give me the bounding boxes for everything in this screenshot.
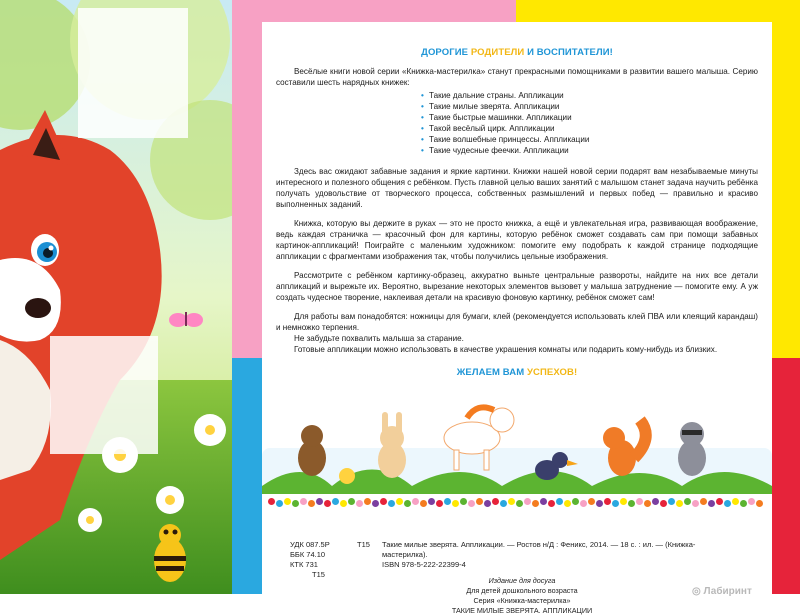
decorative-ball <box>612 500 619 507</box>
biblio-code: Т15 <box>357 540 370 549</box>
decorative-ball <box>444 498 451 505</box>
text-panel <box>262 22 772 615</box>
bbk-label: ББК 74.10 <box>290 550 326 559</box>
decorative-ball <box>484 500 491 507</box>
decorative-ball <box>308 500 315 507</box>
book-list-item: • Такой весёлый цирк. Аппликации <box>421 123 758 134</box>
decorative-ball <box>500 500 507 507</box>
intro-paragraph: Весёлые книги новой серии «Книжка-мастерилка» станут прекрасными помощниками в развитии вашего малыша. Серию составили шесть нарядных книжек: <box>276 67 758 87</box>
heading-part3: И ВОСПИТАТЕЛИ! <box>527 47 613 58</box>
paragraph: Здесь вас ожидают забавные задания и яркие картинки. Книжки нашей новой серии подарят вам незабываемые минуты интересного и полезного общения с ребёнком. Пусть главной целью ваших занятий с малышом станет задача научить ребёнка получать удовольствие от творческого процесса, собственных размышлений и первых побед — правильно и красиво выполненных заданий. <box>276 167 758 209</box>
decorative-ball <box>436 500 443 507</box>
decorative-ball <box>708 500 715 507</box>
text-page <box>232 0 800 615</box>
decorative-ball <box>332 498 339 505</box>
paragraph: Рассмотрите с ребёнком картинку-образец, аккуратно выньте центральные развороты, найдите на них все детали аппликаций и вырежьте их. Вероятно, вырезание некоторых элементов вызовет у малыша затруднение — помогите ему. А уж создать чудесное творение, наклеивая детали на красивую фоновую картинку, ребёнок сможет сам! <box>276 271 758 302</box>
paragraph: Не забудьте похвалить малыша за старание. <box>294 334 464 343</box>
decorative-ball <box>660 500 667 507</box>
credit-line: Издание для досуга <box>488 576 556 585</box>
animal-parade-illustration <box>262 398 772 508</box>
decorative-ball <box>388 500 395 507</box>
paragraph: Для работы вам понадобятся: ножницы для бумаги, клей (рекомендуется использовать клей ПВА или клеящий карандаш) и немножко терпения. <box>276 312 758 332</box>
paragraph: Готовые аппликации можно использовать в качестве украшения комнаты или подарить кому-нибудь из близких. <box>294 345 718 354</box>
credit-line: Серия «Книжка-мастерилка» <box>473 596 571 605</box>
isbn: ISBN 978-5-222-22399-4 <box>382 560 466 569</box>
decorative-ball <box>748 498 755 505</box>
decorative-ball <box>716 498 723 505</box>
decorative-ball <box>740 500 747 507</box>
decorative-ball <box>572 498 579 505</box>
decorative-ball <box>564 500 571 507</box>
decorative-ball <box>460 498 467 505</box>
decorative-ball <box>636 498 643 505</box>
chick-icon <box>339 468 355 484</box>
decorative-ball <box>276 500 283 507</box>
intro-body <box>262 66 772 355</box>
decorative-ball <box>292 500 299 507</box>
decorative-ball <box>532 500 539 507</box>
decorative-ball <box>692 500 699 507</box>
decorative-ball <box>340 500 347 507</box>
decorative-ball <box>652 498 659 505</box>
decorative-ball <box>420 500 427 507</box>
decorative-ball <box>396 498 403 505</box>
decorative-ball <box>588 498 595 505</box>
bunny-icon <box>378 412 406 478</box>
decorative-ball <box>452 500 459 507</box>
credit-line: ТАКИЕ МИЛЫЕ ЗВЕРЯТА. АППЛИКАЦИИ <box>451 606 593 615</box>
decorative-ball <box>524 498 531 505</box>
paragraph: Книжка, которую вы держите в руках — это не просто книжка, а ещё и увлекательная игра, развивающая воображение, ведь каждая страничка — красочный фон для картины, которую ребёнок сможет создавать сам при помощи забавных картинок-аппликаций! Поиграйте с маленьким художником: помогите ему подобрать к каждой странице подходящие аппликации с фрагментами изображения так, чтобы получились цельные изображения. <box>276 219 758 261</box>
watermark-text: Лабиринт <box>703 586 752 597</box>
decorative-ball <box>732 498 739 505</box>
bibliographic-info <box>290 540 330 580</box>
book-list-item: • Такие милые зверята. Аппликации <box>421 101 758 112</box>
decorative-ball <box>268 498 275 505</box>
raccoon-icon <box>678 422 706 476</box>
wish-heading <box>262 367 772 378</box>
publishing-credits <box>412 576 632 616</box>
decorative-ball <box>620 498 627 505</box>
decorative-ball <box>348 498 355 505</box>
ktk-label: КТК 731 <box>290 560 318 569</box>
decorative-balls-row <box>262 498 772 508</box>
decorative-ball <box>428 498 435 505</box>
decorative-ball <box>684 498 691 505</box>
book-list <box>421 90 758 156</box>
decorative-ball <box>644 500 651 507</box>
fox-illustration <box>0 0 232 594</box>
book-list-item: • Такие волшебные принцессы. Аппликации <box>421 134 758 145</box>
decorative-ball <box>508 498 515 505</box>
wish-part2: УСПЕХОВ! <box>527 367 578 378</box>
decorative-ball <box>596 500 603 507</box>
book-list-item: • Такие дальние страны. Аппликации <box>421 90 758 101</box>
wish-part1: ЖЕЛАЕМ ВАМ <box>456 367 525 378</box>
decorative-ball <box>364 498 371 505</box>
decorative-ball <box>540 498 547 505</box>
decorative-ball <box>724 500 731 507</box>
decorative-ball <box>516 500 523 507</box>
biblio-description: Такие милые зверята. Аппликации. — Ростов н/Д : Феникс, 2014. — 18 с. : ил. — (Книжка-мастерилка). <box>382 540 696 559</box>
credit-line: Для детей дошкольного возраста <box>466 586 578 595</box>
decorative-ball <box>668 498 675 505</box>
beaver-icon <box>298 425 326 476</box>
decorative-ball <box>604 498 611 505</box>
code-label: Т15 <box>312 570 325 579</box>
decorative-ball <box>628 500 635 507</box>
decorative-ball <box>756 500 763 507</box>
decorative-ball <box>548 500 555 507</box>
decorative-ball <box>676 500 683 507</box>
decorative-ball <box>372 500 379 507</box>
cover-illustration-page <box>0 0 232 594</box>
decorative-ball <box>356 500 363 507</box>
decorative-ball <box>700 498 707 505</box>
heading-part2: РОДИТЕЛИ <box>470 47 525 58</box>
watermark-logo <box>692 586 752 597</box>
decorative-ball <box>404 500 411 507</box>
labirint-icon: ◎ <box>692 586 701 597</box>
butterfly-icon <box>169 312 203 327</box>
page-heading <box>262 47 772 58</box>
decorative-ball <box>300 498 307 505</box>
decorative-ball <box>468 500 475 507</box>
book-list-item: • Такие быстрые машинки. Аппликации <box>421 112 758 123</box>
decorative-ball <box>316 498 323 505</box>
heading-part1: ДОРОГИЕ <box>421 47 469 58</box>
decorative-ball <box>580 500 587 507</box>
decorative-ball <box>284 498 291 505</box>
decorative-ball <box>556 498 563 505</box>
decorative-ball <box>324 500 331 507</box>
decorative-ball <box>476 498 483 505</box>
decorative-ball <box>380 498 387 505</box>
udk-label: УДК 087.5Р <box>290 540 330 549</box>
book-list-item: • Такие чудесные феечки. Аппликации <box>421 145 758 156</box>
decorative-ball <box>412 498 419 505</box>
decorative-ball <box>492 498 499 505</box>
